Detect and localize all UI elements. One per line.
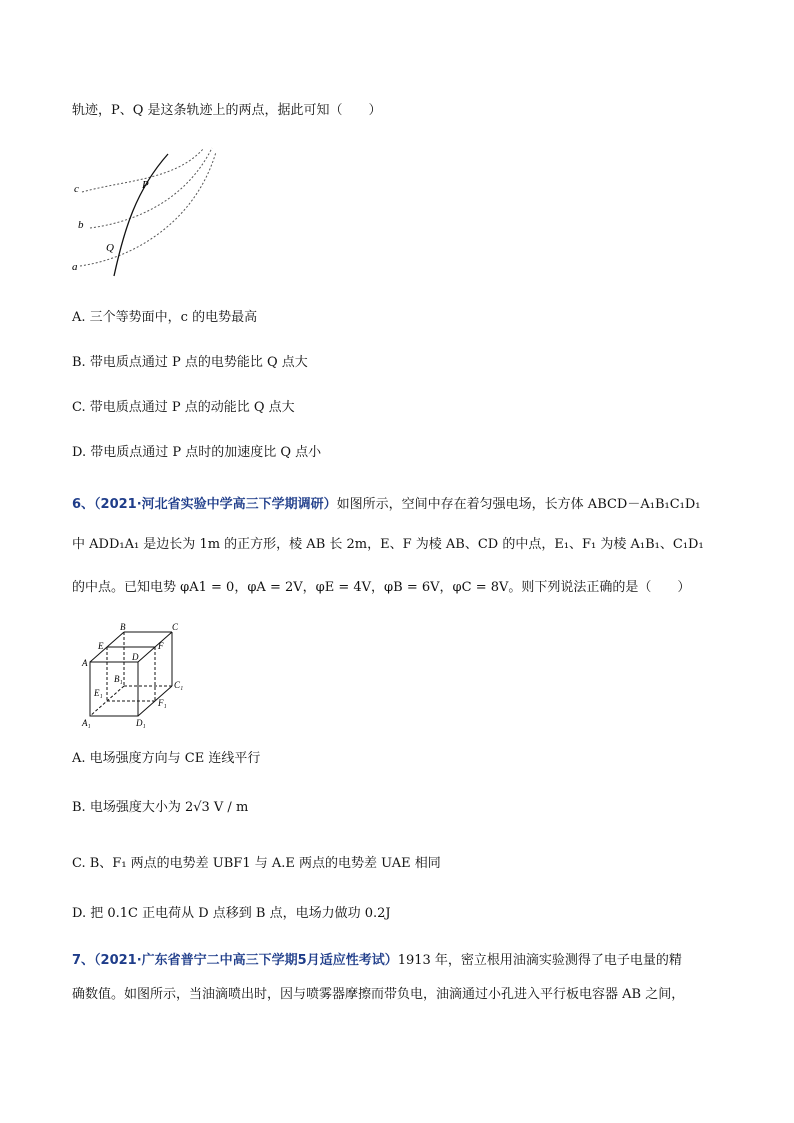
q6-option-c: C. B、F₁ 两点的电势差 UBF1 与 A.E 两点的电势差 UAE 相同 <box>72 856 441 871</box>
q7-number: 7、 <box>72 953 95 968</box>
q6-line1 <box>72 495 701 515</box>
q7-text1: 1913 年，密立根用油滴实验测得了电子电量的精 <box>397 953 682 968</box>
cube-label-B: B <box>120 622 126 632</box>
cube-label-D1: D₁ <box>136 718 146 728</box>
label-c: c <box>74 183 79 195</box>
q5-equipotential-figure <box>66 140 226 280</box>
q6-line3: 的中点。已知电势 φA1 = 0，φA = 2V，φE = 4V，φB = 6V，φC = 8V。则下列说法正确的是（ ） <box>72 580 691 595</box>
q6-option-b: B. 电场强度大小为 2√3 V / m <box>72 800 249 815</box>
label-Q: Q <box>106 242 114 254</box>
cube-label-C1: C₁ <box>174 680 184 690</box>
q7-line1 <box>72 951 682 971</box>
q6-option-a: A. 电场强度方向与 CE 连线平行 <box>72 751 261 766</box>
cube-label-B1: B₁ <box>114 674 123 684</box>
label-a: a <box>72 261 78 273</box>
q6-option-d: D. 把 0.1C 正电荷从 D 点移到 B 点，电场力做功 0.2J <box>72 906 391 921</box>
q6-number: 6、 <box>72 497 95 512</box>
q6-source: （2021·河北省实验中学高三下学期调研） <box>94 497 337 512</box>
cube-label-E1: E₁ <box>94 688 103 698</box>
q5-option-b: B. 带电质点通过 P 点的电势能比 Q 点大 <box>72 355 308 370</box>
cube-label-C: C <box>172 622 179 632</box>
label-b: b <box>78 219 84 231</box>
cube-label-A1: A₁ <box>82 718 91 728</box>
q7-line2: 确数值。如图所示，当油滴喷出时，因与喷雾器摩擦而带负电，油滴通过小孔进入平行板电容器 AB 之间， <box>72 987 685 1002</box>
q5-option-a: A. 三个等势面中，c 的电势最高 <box>72 310 258 325</box>
q5-stem-tail: 轨迹，P、Q 是这条轨迹上的两点，据此可知（ ） <box>72 103 382 118</box>
q5-option-c: C. 带电质点通过 P 点的动能比 Q 点大 <box>72 400 295 415</box>
cube-label-F: F <box>158 641 164 651</box>
cube-label-D: D <box>132 652 139 662</box>
q7-source: （2021·广东省普宁二中高三下学期5月适应性考试） <box>94 953 398 968</box>
cube-label-E: E <box>98 641 104 651</box>
q6-text1: 如图所示，空间中存在着匀强电场，长方体 ABCD－A₁B₁C₁D₁ <box>336 497 701 512</box>
cube-label-F1: F₁ <box>158 698 167 708</box>
q6-line2: 中 ADD₁A₁ 是边长为 1m 的正方形，棱 AB 长 2m，E、F 为棱 AB、CD 的中点，E₁、F₁ 为棱 A₁B₁、C₁D₁ <box>72 537 704 552</box>
cube-label-A: A <box>82 658 88 668</box>
q5-option-d: D. 带电质点通过 P 点时的加速度比 Q 点小 <box>72 445 322 460</box>
q6-cuboid-figure <box>76 622 196 730</box>
label-P: P <box>142 179 149 191</box>
